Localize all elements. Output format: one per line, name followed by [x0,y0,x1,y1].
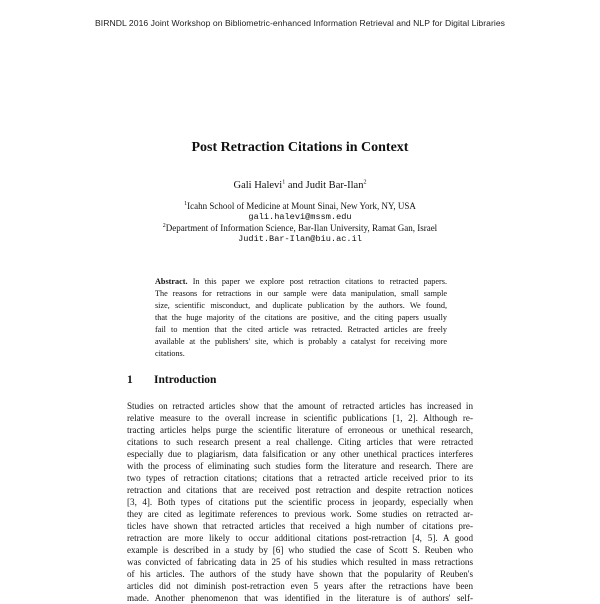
affiliation-1-sup: 1 [184,201,188,207]
affiliation-2 [0,223,600,234]
author-1-name: Gali Halevi [233,180,283,191]
body-line: they are cited as legitimate references to previous work. Some studies on retracted ar- [127,509,473,519]
affiliation-2-org: Department of Information Science, Bar-Ilan University, Ramat Gan, Israel [165,223,438,233]
paper-title: Post Retraction Citations in Context [191,140,409,155]
author-1-sup: 1 [282,179,286,186]
body-text [127,400,473,604]
abstract-line: citations. [155,349,185,358]
body-line: citations to such research present a real challenge. Citing articles that were retracted [127,437,473,447]
affiliation-1 [0,201,600,212]
affiliation-2-email[interactable]: Judit.Bar-Ilan@biu.ac.il [238,234,362,244]
body-line: tracting articles helps purge the scientific literature of erroneous or unethical research, [127,425,473,435]
author-line [0,180,600,191]
body-line: retraction and citations that are received post retraction and despite retraction notices [127,485,473,495]
body-line: with the process of eliminating such studies form the literature and research. There are [127,461,473,471]
affiliation-1-email[interactable]: gali.halevi@mssm.edu [248,212,352,222]
body-line: ticles have shown that retracted articles that received a high number of citations pre- [127,521,473,531]
author-conjunction: and [285,180,306,191]
abstract-line: that the huge majority of the citations are positive, and the citing papers usually [155,313,447,322]
abstract-line: size, scientific misconduct, and duplicate publication by the authors. We found, [155,301,447,310]
body-line: of his articles. The authors of the study have shown that the popularity of Reuben's [127,569,473,579]
body-line: [3, 4]. Both types of citations put the scientific process in jeopardy, especially when [127,497,473,507]
body-line: articles did not diminish post-retraction even 5 years after the retractions have been [127,581,473,591]
body-line: made. Another phenomenon that was identified in the literature is of authors' self- [127,593,473,603]
section-heading [127,374,487,386]
body-line: retraction are more likely to occur additional citations post-retraction [4, 5]. A good [127,533,473,543]
body-line: two types of retraction citations; citations that a retracted article received prior to its [127,473,473,483]
body-line: relative measure to the overall increase in scientific publications [1, 2]. Although re- [127,413,473,423]
abstract-line: fail to mention that the cited article was retracted. Retracted articles are freely [155,325,447,334]
running-head: BIRNDL 2016 Joint Workshop on Bibliometric-enhanced Information Retrieval and NLP for Digital Libraries [94,18,506,28]
author-2-sup: 2 [363,179,367,186]
section-title: Introduction [154,374,217,386]
abstract-label: Abstract. [155,277,188,286]
section-number: 1 [127,374,133,386]
abstract-line [155,277,447,289]
body-line: Studies on retracted articles show that the amount of retracted articles has increased in [127,401,473,411]
body-line: example is described in a study by [6] who studied the case of Scott S. Reuben who [127,545,473,555]
body-line: was convicted of fabricating data in 25 of his studies which resulted in mass retractions [127,557,473,567]
affiliation-2-sup: 2 [162,223,166,229]
affiliations [0,201,600,245]
abstract-line: available at the publishers' site, which is probably a catalyst for receiving more [155,337,447,346]
affiliation-1-org: Icahn School of Medicine at Mount Sinai, New York, NY, USA [187,201,416,211]
abstract-line: The reasons for retractions in our sample were data manipulation, small sample [155,289,447,298]
body-line: especially due to plagiarism, data falsification or any other unethical practices interferes [127,449,473,459]
abstract-line-text: In this paper we explore post retraction citations to retracted papers. [187,277,447,286]
author-2-name: Judit Bar-Ilan [305,180,364,191]
abstract [155,277,447,361]
